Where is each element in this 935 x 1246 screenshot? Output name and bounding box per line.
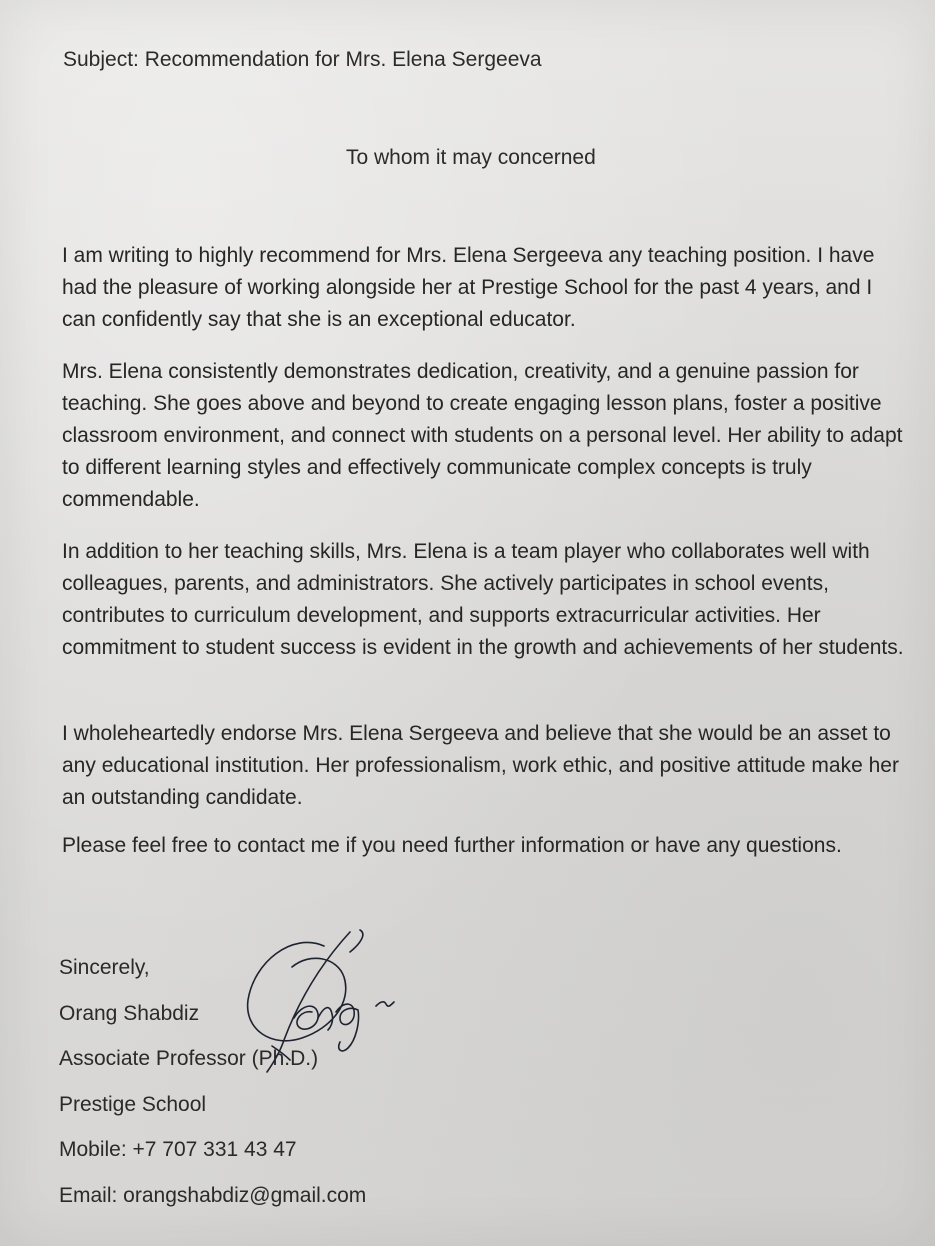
signature-stroke-flourish [376, 1002, 394, 1006]
signer-name: Orang Shabdiz [59, 1001, 200, 1025]
signature-stroke-top [350, 930, 363, 952]
paragraph-contact: Please feel free to contact me if you need further information or have any questions. [62, 834, 842, 857]
signer-organization: Prestige School [59, 1092, 207, 1116]
letter-subject: Subject: Recommendation for Mrs. Elena Sergeeva [63, 48, 542, 71]
letter-salutation: To whom it may concerned [346, 146, 596, 169]
signature-block [59, 950, 366, 1223]
valediction: Sincerely, [59, 956, 150, 979]
signer-email: Email: orangshabdiz@gmail.com [59, 1183, 367, 1207]
paragraph-introduction: I am writing to highly recommend for Mrs. Elena Sergeeva any teaching position. I have had the pleasure of working alongside her at Prestige School for the past 4 years, and I can confidently say that she is an exceptional educator. [62, 244, 875, 331]
signer-mobile: Mobile: +7 707 331 43 47 [59, 1138, 297, 1161]
paragraph-teamwork: In addition to her teaching skills, Mrs. Elena is a team player who collaborates well with colleagues, parents, and administrators. She actively participates in school events, contributes to curriculum development, and supports extracurricular activities. Her commitment to student success is evident in the growth and achievements of her students. [62, 540, 904, 659]
signer-title: Associate Professor (Ph.D.) [59, 1047, 319, 1070]
paragraph-endorsement: I wholeheartedly endorse Mrs. Elena Sergeeva and believe that she would be an asset to any educational institution. Her professionalism, work ethic, and positive attitude make her an outstanding candidate. [62, 722, 899, 809]
paragraph-teaching-qualities: Mrs. Elena consistently demonstrates dedication, creativity, and a genuine passion for teaching. She goes above and beyond to create engaging lesson plans, foster a positive classroom environment, and connect with students on a personal level. Her ability to adapt to different learning styles and effectively communicate complex concepts is truly commendable. [62, 360, 903, 511]
